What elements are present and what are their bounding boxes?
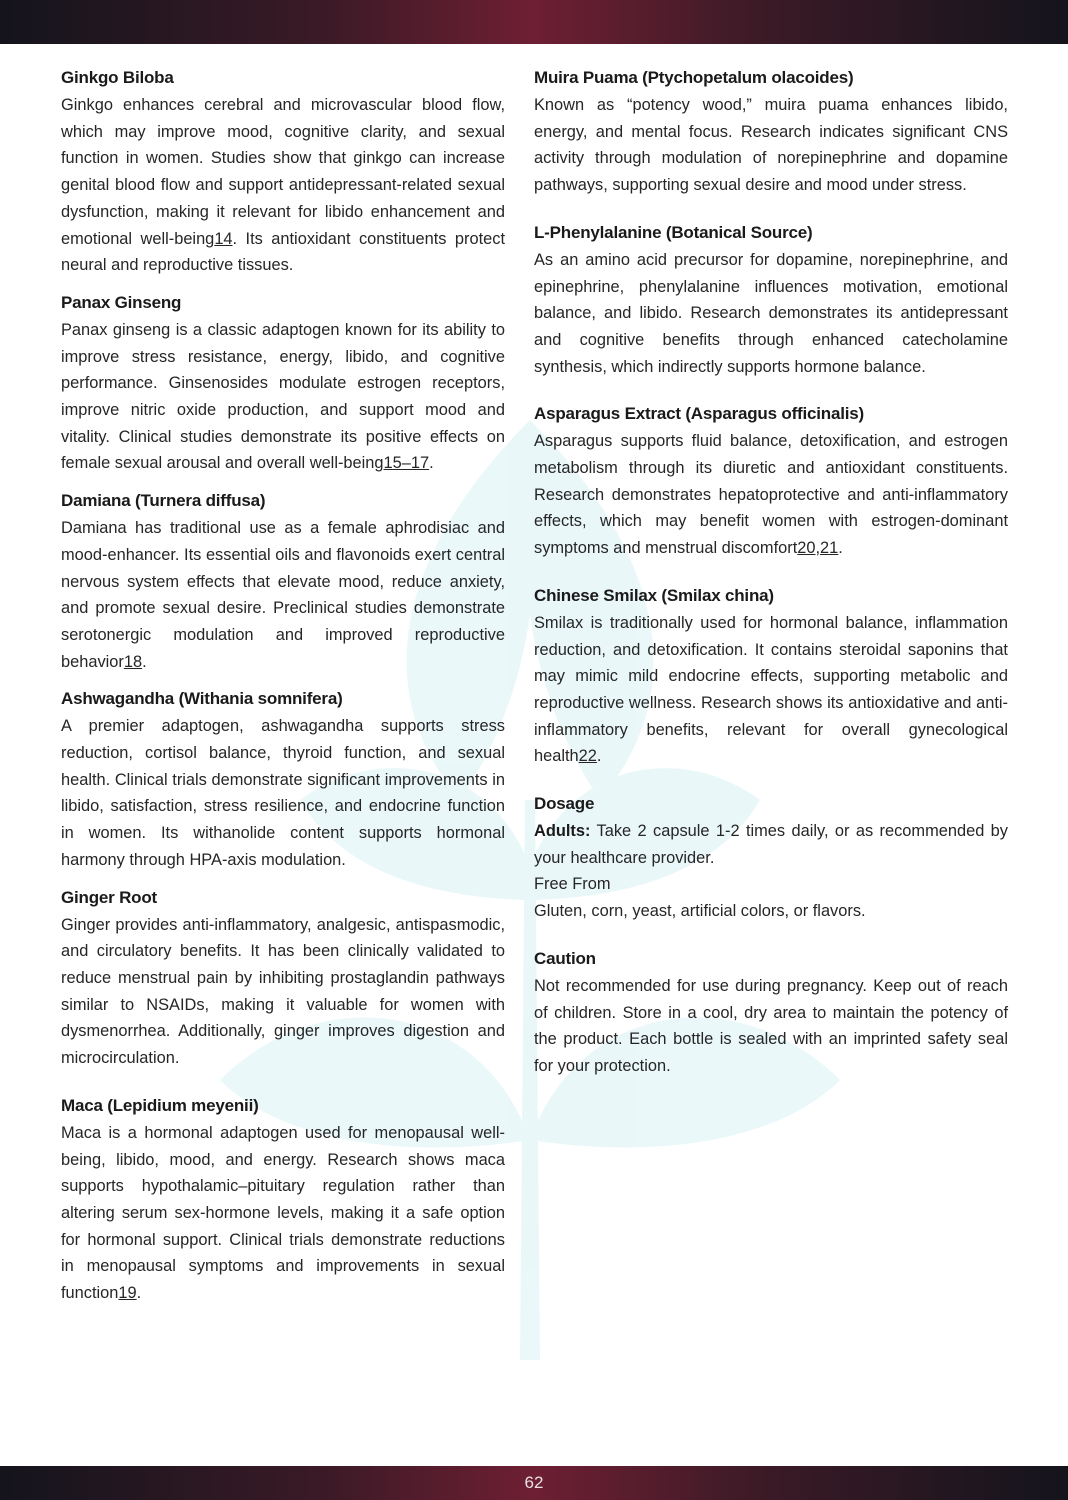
section-text: Smilax is traditionally used for hormonal balance, inflammation reduction, and detoxification. It contains steroidal saponins that may mimic mild endocrine effects, supporting metabolic and reproductive wellness. Research shows its antioxidative and anti-inflammatory benefits, relevant for overall gynecological health22. — [534, 613, 1008, 766]
adults-label: Adults: — [534, 822, 591, 841]
section-title: Muira Puama (Ptychopetalum olacoides) — [534, 68, 854, 87]
section-title: L-Phenylalanine (Botanical Source) — [534, 222, 813, 242]
free-from-label: Free From — [534, 875, 611, 894]
section-text: As an amino acid precursor for dopamine, norepinephrine, and epinephrine, phenylalanine influences motivation, emotional balance, and libido. Research demonstrates its antidepressant and cognitive benefits through enhanced catecholamine synthesis, which indirectly supports hormone balance. — [534, 250, 1008, 376]
section-title: Ginger Root — [61, 887, 158, 907]
section-text: Ginkgo enhances cerebral and microvascular blood flow, which may improve mood, cognitive clarity, and sexual function in women. Studies show that ginkgo can increase genital blood flow and support antidepressant-related sexual dysfunction, making it relevant for libido enhancement and emotional well-being14. Its antioxidant constituents protect neural and reproductive tissues. — [61, 96, 505, 275]
ingredient-section — [61, 888, 505, 1072]
section-title: Ginkgo Biloba — [61, 68, 174, 87]
ingredient-section — [534, 223, 1008, 381]
right-column — [534, 68, 1008, 1104]
section-title: Ashwagandha (Withania somnifera) — [61, 689, 343, 709]
section-text: Maca is a hormonal adaptogen used for menopausal well-being, libido, mood, and energy. Research shows maca supports hypothalamic–pituitary regulation rather than altering serum sex-hormone levels, making it a safe option for hormonal support. Clinical trials demonstrate reductions in menopausal symptoms and improvements in sexual function19. — [61, 1123, 505, 1303]
header-bar — [0, 0, 1068, 44]
ingredient-section — [61, 491, 505, 675]
ingredient-section — [61, 689, 505, 873]
section-text: Asparagus supports fluid balance, detoxification, and estrogen metabolism through its diuretic and antioxidant constituents. Research demonstrates hepatoprotective and anti-inflammatory effects, which may benefit women with estrogen-dominant symptoms and menstrual discomfort20,21. — [534, 432, 1008, 558]
reference-link[interactable]: 20,21 — [797, 539, 839, 558]
ingredient-section — [61, 68, 505, 279]
left-column — [61, 68, 505, 1321]
dosage-section — [534, 794, 1008, 925]
ingredient-section — [534, 586, 1008, 770]
dosage-title: Dosage — [534, 794, 595, 814]
section-title: Damiana (Turnera diffusa) — [61, 491, 266, 511]
section-text: A premier adaptogen, ashwagandha supports stress reduction, cortisol balance, thyroid function, and sexual health. Clinical trials demonstrate significant improvements in libido, satisfaction, stress resilience, and endocrine function in women. Its withanolide content supports hormonal harmony through HPA-axis modulation. — [61, 717, 505, 869]
page-number: 62 — [524, 1473, 544, 1492]
reference-link[interactable]: 19 — [118, 1284, 137, 1303]
dosage-text — [534, 818, 1008, 871]
ingredient-section — [61, 293, 505, 477]
ingredient-section — [534, 404, 1008, 562]
caution-text: Not recommended for use during pregnancy. Keep out of reach of children. Store in a cool, dry area to maintain the potency of the product. Each bottle is sealed with an imprinted safety seal for your protection. — [534, 976, 1008, 1075]
section-text: Panax ginseng is a classic adaptogen known for its ability to improve stress resistance, energy, libido, and cognitive performance. Ginsenosides modulate estrogen receptors, improve nitric oxide production, and support mood and vitality. Clinical studies demonstrate its positive effects on female sexual arousal and overall well-being15–17. — [61, 320, 505, 473]
reference-link[interactable]: 15–17 — [383, 454, 430, 473]
ingredient-section — [534, 68, 1008, 199]
section-text: Ginger provides anti-inflammatory, analgesic, antispasmodic, and circulatory benefits. It has been clinically validated to reduce menstrual pain by inhibiting prostaglandin pathways similar to NSAIDs, making it valuable for women with dysmenorrhea. Additionally, ginger improves digestion and microcirculation. — [61, 915, 505, 1068]
section-title: Asparagus Extract (Asparagus officinalis) — [534, 404, 865, 424]
section-text: Known as “potency wood,” muira puama enhances libido, energy, and mental focus. Research indicates significant CNS activity through modulation of norepinephrine and dopamine pathways, supporting sexual desire and mood under stress. — [534, 96, 1008, 195]
free-from-text: Gluten, corn, yeast, artificial colors, or flavors. — [534, 902, 866, 921]
caution-section — [534, 949, 1008, 1080]
reference-link[interactable]: 14 — [214, 229, 233, 248]
reference-link[interactable]: 18 — [123, 652, 143, 671]
section-title: Chinese Smilax (Smilax china) — [534, 585, 774, 605]
caution-title: Caution — [534, 948, 596, 968]
section-title: Maca (Lepidium meyenii) — [61, 1095, 259, 1115]
adults-text: Take 2 capsule 1-2 times daily, or as recommended by your healthcare provider. — [534, 822, 1008, 867]
section-title: Panax Ginseng — [61, 292, 182, 312]
section-text: Damiana has traditional use as a female aphrodisiac and mood-enhancer. Its essential oils and flavonoids exert central nervous system effects that elevate mood, reduce anxiety, and promote sexual desire. Preclinical studies demonstrate serotonergic modulation and improved reproductive behavior18. — [61, 519, 505, 671]
footer-bar — [0, 1466, 1068, 1500]
reference-link[interactable]: 22 — [578, 747, 597, 766]
ingredient-section — [61, 1096, 505, 1307]
